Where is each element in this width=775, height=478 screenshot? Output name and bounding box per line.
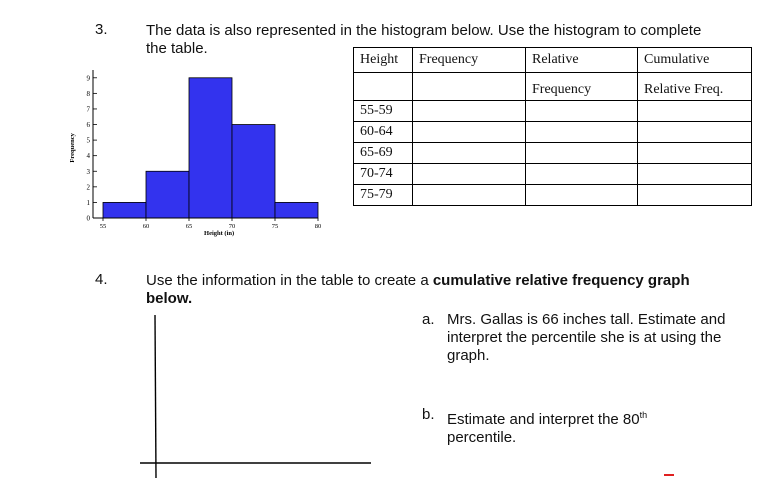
histogram-bar <box>103 202 146 218</box>
header2-frequency <box>413 73 526 101</box>
frequency-cell[interactable] <box>413 122 526 143</box>
table-header-row <box>354 48 752 73</box>
histogram-x-axis-label: Height (in) <box>204 230 235 237</box>
relative-frequency-cell[interactable] <box>526 101 638 122</box>
histogram-bar <box>146 171 189 218</box>
histogram-x-tick-label: 60 <box>142 223 150 230</box>
row-height-label: 60-64 <box>354 122 413 143</box>
histogram-x-tick-label: 70 <box>228 223 236 230</box>
histogram-y-tick-label: 0 <box>86 214 90 223</box>
row-height-label: 75-79 <box>354 185 413 206</box>
frequency-cell[interactable] <box>413 101 526 122</box>
red-mark <box>664 474 674 476</box>
part-a-text: Mrs. Gallas is 66 inches tall. Estimate and interpret the percentile she is at using the graph. <box>447 311 726 364</box>
question-4-text <box>146 272 726 308</box>
question-3-number: 3. <box>95 21 108 38</box>
histogram-y-tick-label: 8 <box>86 89 90 98</box>
histogram-bar <box>232 125 275 218</box>
histogram-x-tick-label: 75 <box>271 223 279 230</box>
graph-y-axis <box>155 315 156 478</box>
histogram-bar <box>275 202 318 218</box>
relative-frequency-cell[interactable] <box>526 122 638 143</box>
histogram-x-tick-label: 65 <box>185 223 193 230</box>
part-b-label: b. <box>422 406 435 423</box>
frequency-cell[interactable] <box>413 164 526 185</box>
histogram-y-tick-label: 1 <box>86 198 90 207</box>
cumulative-cell[interactable] <box>638 185 752 206</box>
histogram-y-tick-label: 6 <box>86 121 90 130</box>
part-b-superscript: th <box>639 410 648 420</box>
row-height-label: 55-59 <box>354 101 413 122</box>
header-cumulative: Cumulative <box>638 48 752 73</box>
header2-cumulative-relative: Relative Freq. <box>638 73 752 101</box>
frequency-cell[interactable] <box>413 185 526 206</box>
table-row <box>354 122 752 143</box>
table-row <box>354 164 752 185</box>
cumulative-cell[interactable] <box>638 101 752 122</box>
header2-relative-frequency: Frequency <box>526 73 638 101</box>
part-b-text-main: Estimate and interpret the 80 <box>447 411 640 428</box>
table-row <box>354 143 752 164</box>
histogram-y-tick-label: 3 <box>86 167 90 176</box>
header-frequency: Frequency <box>413 48 526 73</box>
histogram-x-tick-label: 55 <box>99 223 107 230</box>
question-3-text: The data is also represented in the histogram below. Use the histogram to complete the table. <box>146 22 702 57</box>
part-b-text <box>447 406 727 447</box>
histogram-bar <box>189 78 232 218</box>
cumulative-cell[interactable] <box>638 143 752 164</box>
question-4-number: 4. <box>95 271 108 288</box>
header-relative: Relative <box>526 48 638 73</box>
question-4-text-bold: cumulative relative frequency graph below. <box>146 272 690 307</box>
table-header-row-2 <box>354 73 752 101</box>
histogram-y-tick-label: 5 <box>86 136 90 145</box>
relative-frequency-cell[interactable] <box>526 143 638 164</box>
height-histogram <box>60 70 340 250</box>
histogram-y-axis-label: Frequency <box>69 133 76 163</box>
blank-graph-axes <box>135 310 380 478</box>
row-height-label: 70-74 <box>354 164 413 185</box>
part-a-label: a. <box>422 311 435 328</box>
cumulative-cell[interactable] <box>638 164 752 185</box>
part-b-text-end: percentile. <box>447 429 517 446</box>
frequency-cell[interactable] <box>413 143 526 164</box>
header2-height <box>354 73 413 101</box>
histogram-y-tick-label: 7 <box>86 105 90 114</box>
header-height: Height <box>354 48 413 73</box>
relative-frequency-cell[interactable] <box>526 185 638 206</box>
row-height-label: 65-69 <box>354 143 413 164</box>
histogram-y-tick-label: 9 <box>86 74 90 83</box>
histogram-y-tick-label: 4 <box>86 152 90 161</box>
relative-frequency-cell[interactable] <box>526 164 638 185</box>
table-row <box>354 101 752 122</box>
histogram-x-tick-label: 80 <box>314 223 322 230</box>
histogram-y-tick-label: 2 <box>86 183 90 192</box>
cumulative-cell[interactable] <box>638 122 752 143</box>
frequency-table <box>353 47 752 206</box>
question-4-text-plain: Use the information in the table to create a <box>146 272 433 289</box>
table-row <box>354 185 752 206</box>
